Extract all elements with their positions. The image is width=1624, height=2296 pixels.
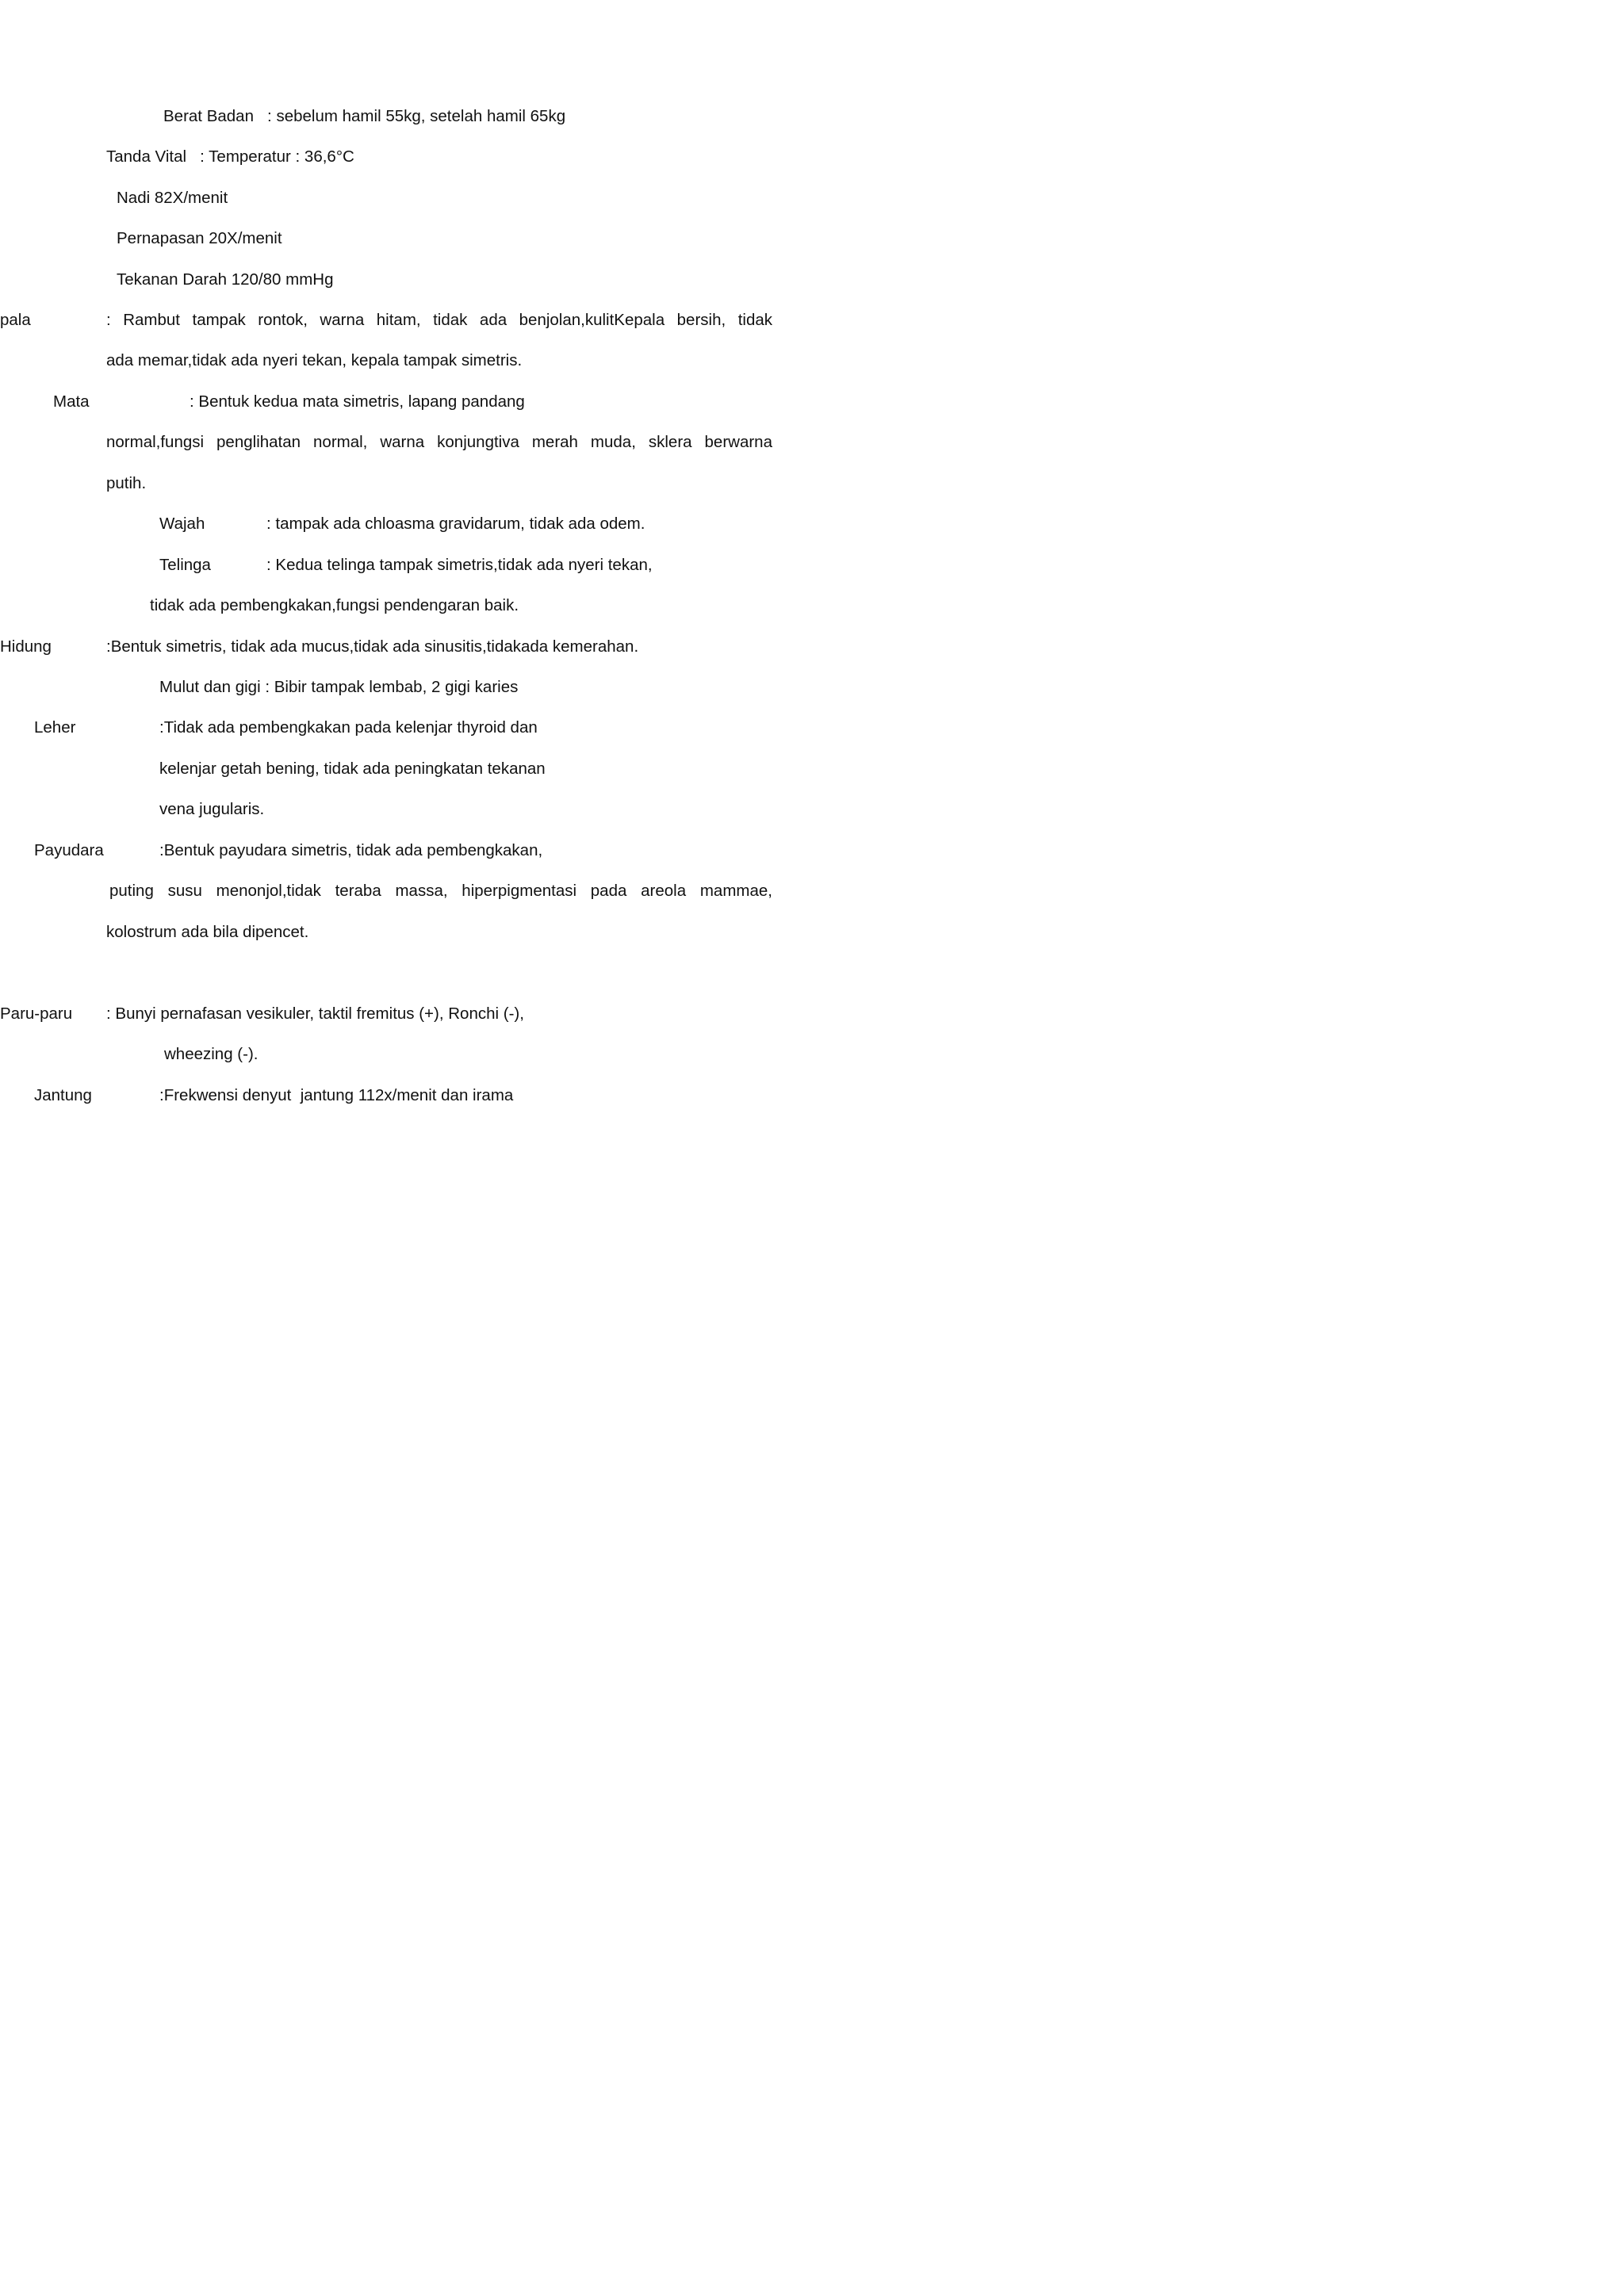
paru-paru-text-line-2: wheezing (-).: [164, 1045, 259, 1063]
paru-paru-label: Paru-paru: [0, 1004, 73, 1023]
kepala-label: pala: [0, 311, 31, 329]
payudara-text-line-3: kolostrum ada bila dipencet.: [106, 923, 309, 941]
mata-text-line-2: normal,fungsi penglihatan normal, warna konjungtiva merah muda, sklera berwarna: [106, 433, 772, 451]
payudara-text-line-2: puting susu menonjol,tidak teraba massa, hiperpigmentasi pada areola mammae,: [109, 882, 772, 900]
leher-text-line-3: vena jugularis.: [159, 800, 265, 818]
wajah-label: Wajah: [159, 515, 205, 533]
paru-paru-text-line-1: : Bunyi pernafasan vesikuler, taktil fremitus (+), Ronchi (-),: [106, 1004, 524, 1023]
mata-text-line-3: putih.: [106, 474, 147, 492]
tanda-vital-line: Tanda Vital : Temperatur : 36,6°C: [106, 147, 354, 166]
mata-text-line-1: : Bentuk kedua mata simetris, lapang pandang: [190, 392, 525, 411]
pernapasan-line: Pernapasan 20X/menit: [117, 229, 282, 247]
telinga-label: Telinga: [159, 556, 211, 574]
payudara-label: Payudara: [34, 841, 104, 859]
leher-label: Leher: [34, 718, 76, 737]
nadi-line: Nadi 82X/menit: [117, 189, 228, 207]
kepala-text-line-2: ada memar,tidak ada nyeri tekan, kepala tampak simetris.: [106, 351, 523, 369]
tekanan-darah-line: Tekanan Darah 120/80 mmHg: [117, 270, 334, 289]
telinga-text-line-1: : Kedua telinga tampak simetris,tidak ada nyeri tekan,: [266, 556, 653, 574]
telinga-text-line-2: tidak ada pembengkakan,fungsi pendengaran baik.: [150, 596, 519, 614]
kepala-text-line-1: : Rambut tampak rontok, warna hitam, tidak ada benjolan,kulitKepala bersih, tidak: [106, 311, 772, 329]
jantung-text: :Frekwensi denyut jantung 112x/menit dan irama: [159, 1086, 514, 1104]
payudara-text-line-1: :Bentuk payudara simetris, tidak ada pembengkakan,: [159, 841, 543, 859]
leher-text-line-2: kelenjar getah bening, tidak ada peningkatan tekanan: [159, 760, 546, 778]
mata-label: Mata: [53, 392, 90, 411]
hidung-text: :Bentuk simetris, tidak ada mucus,tidak ada sinusitis,tidakada kemerahan.: [106, 637, 639, 656]
berat-badan-line: Berat Badan : sebelum hamil 55kg, setelah hamil 65kg: [163, 107, 566, 125]
leher-text-line-1: :Tidak ada pembengkakan pada kelenjar thyroid dan: [159, 718, 538, 737]
wajah-text: : tampak ada chloasma gravidarum, tidak ada odem.: [266, 515, 645, 533]
jantung-label: Jantung: [34, 1086, 92, 1104]
hidung-label: Hidung: [0, 637, 52, 656]
mulut-gigi-line: Mulut dan gigi : Bibir tampak lembab, 2 gigi karies: [159, 678, 519, 696]
